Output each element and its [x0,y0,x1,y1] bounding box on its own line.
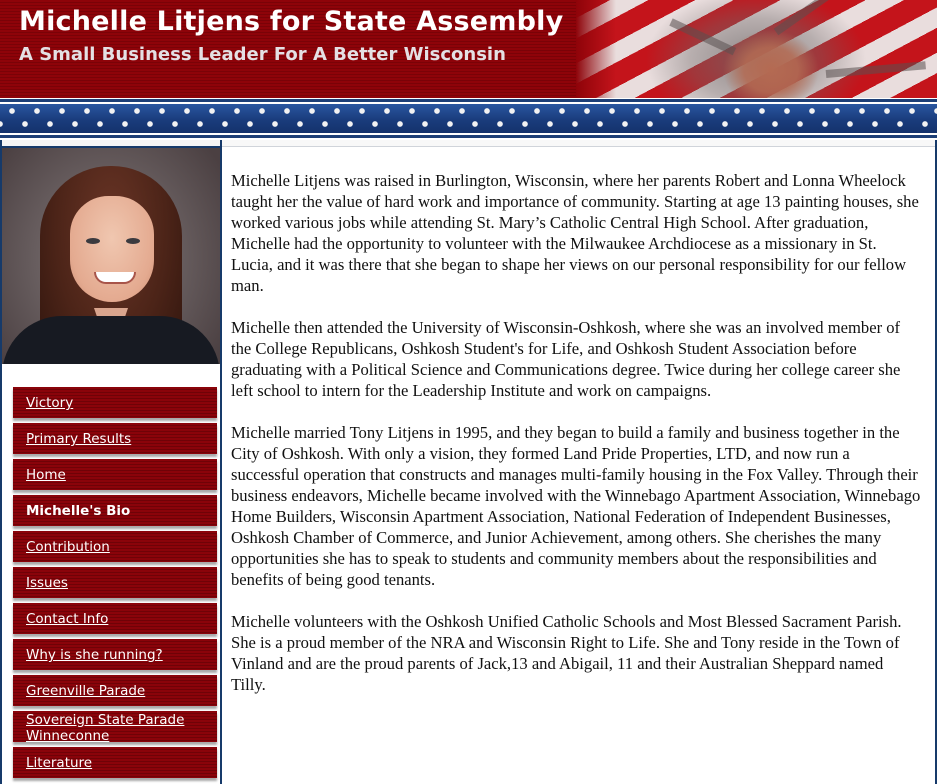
nav-item-contact-info[interactable] [13,603,217,634]
site-title: Michelle Litjens for State Assembly [19,6,564,37]
main-content [222,140,937,784]
nav-item-home[interactable] [13,459,217,490]
nav-item-why-is-she-running[interactable] [13,639,217,670]
nav-link-literature[interactable]: Literature [26,755,93,771]
bio-paragraph: Michelle Litjens was raised in Burlington, Wisconsin, where her parents Robert and Lonna Wheelock taught her the value of hard work and importance of community. Starting at age 13 painting houses, she worked various jobs while attending St. Mary’s Catholic Central High School. After graduation, Michelle had the opportunity to volunteer with the Milwaukee Archdiocese as a missionary in St. Lucia, and it was there that she began to shape her views on our personal responsibility for our fellow man. [231,171,919,295]
statue-crown-spike-icon [669,18,736,55]
portrait-eye [86,238,100,244]
bio-paragraph: Michelle then attended the University of Wisconsin-Oshkosh, where she was an involved member of the College Republicans, Oshkosh Student's for Life, and Oshkosh Student Association before graduating with a Political Science and Communications degree. Twice during her college career she left school to intern for the Leadership Institute and work on campaigns. [231,318,901,400]
site-header [0,0,937,98]
statue-crown-spike-icon [774,0,852,35]
nav-item-michelles-bio[interactable] [13,495,217,526]
sidebar-nav [13,387,217,783]
bio-text [231,170,921,716]
sidebar [0,140,222,784]
portrait-suit [2,316,220,364]
portrait-smile [94,272,136,284]
nav-link-sovereign-state-parade[interactable]: Sovereign State Parade Winneconne [26,712,185,744]
nav-item-victory[interactable] [13,387,217,418]
statue-of-liberty-flag-image [576,0,937,98]
nav-link-why-is-she-running[interactable]: Why is she running? [26,647,163,663]
nav-item-literature[interactable] [13,747,217,778]
nav-link-contribution[interactable]: Contribution [26,539,110,555]
nav-link-victory[interactable]: Victory [26,395,74,411]
nav-item-contribution[interactable] [13,531,217,562]
statue-crown-spike-icon [826,61,926,78]
nav-item-primary-results[interactable] [13,423,217,454]
nav-item-sovereign-state-parade[interactable] [13,711,217,742]
nav-current-michelles-bio[interactable]: Michelle's Bio [26,503,131,519]
site-tagline: A Small Business Leader For A Better Wisconsin [19,44,506,65]
bio-paragraph: Michelle volunteers with the Oshkosh Unified Catholic Schools and Most Blessed Sacrament Parish. She is a proud member of the NRA and Wisconsin Right to Life. She and Tony reside in the Town of Vinland and are the proud parents of Jack,13 and Abigail, 11 and their Australian Sheppard named Tilly. [231,612,902,694]
nav-link-issues[interactable]: Issues [26,575,68,591]
sidebar-top-strip [2,140,220,148]
portrait-eye [126,238,140,244]
stars-pattern-icon [0,104,937,133]
nav-item-issues[interactable] [13,567,217,598]
nav-item-greenville-parade[interactable] [13,675,217,706]
banner-rule-top [0,99,937,102]
content-top-strip [222,140,935,147]
nav-link-primary-results[interactable]: Primary Results [26,431,132,447]
nav-link-greenville-parade[interactable]: Greenville Parade [26,683,146,699]
nav-link-home[interactable]: Home [26,467,66,483]
banner-rule-bottom [0,135,937,138]
bio-paragraph: Michelle married Tony Litjens in 1995, and they began to build a family and business together in the City of Oshkosh. With only a vision, they formed Land Pride Properties, LTD, and now run a successful operation that constructs and manages multi-family housing in the Fox Valley. Through their business endeavors, Michelle became involved with the Winnebago Apartment Association, Winnebago Home Builders, Wisconsin Apartment Association, National Federation of Independent Businesses, Oshkosh Chamber of Commerce, and Junior Achievement, among others. She cherishes the many opportunities she has to speak to students and community members about the responsibilities and benefits of being good tenants. [231,423,921,589]
portrait-face [70,196,154,302]
nav-link-contact-info[interactable]: Contact Info [26,611,109,627]
candidate-portrait [2,148,220,364]
stars-banner [0,98,937,140]
